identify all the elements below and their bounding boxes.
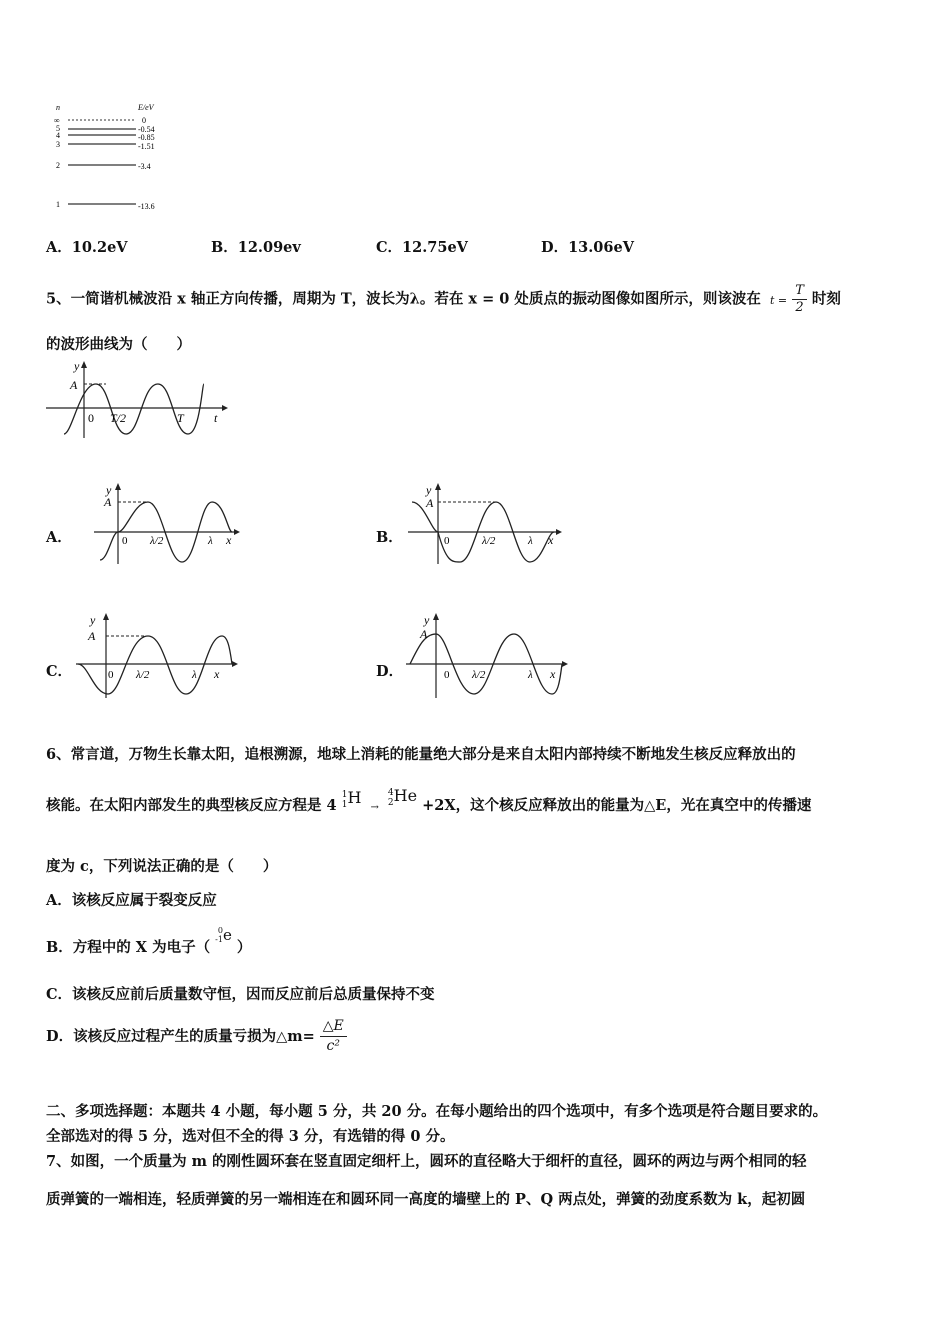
e-mass-number: 0 <box>217 926 223 935</box>
vib-half-period-label: T/2 <box>110 411 127 425</box>
level-5-e: -0.54 <box>138 125 155 134</box>
q5-time-fraction <box>792 283 807 316</box>
level-2-e: -3.4 <box>138 162 151 171</box>
wave-option-c[interactable] <box>74 610 244 700</box>
wave-d-half: λ/2 <box>472 669 486 681</box>
wave-b-zero: 0 <box>444 535 450 547</box>
n-axis-label: n <box>56 103 60 112</box>
wave-b-y: y <box>426 483 432 497</box>
q6-optb-a: B．方程中的 X 为电子（ <box>46 939 211 956</box>
vib-y-label: y <box>74 359 80 373</box>
reaction-arrow: → <box>370 802 379 813</box>
q4-option-a[interactable]: A．10.2eV <box>46 239 128 256</box>
q6-optd-a: D．该核反应过程产生的质量亏损为△m= <box>46 1028 315 1045</box>
wave-b-amp: A <box>426 496 434 510</box>
helium-nuclide <box>387 786 418 808</box>
wave-a-half: λ/2 <box>150 535 164 547</box>
q5-option-a-label[interactable]: A． <box>46 529 72 546</box>
q7-line2: 质弹簧的一端相连，轻质弹簧的另一端相连在和圆环同一高度的墙壁上的 P、Q 两点处，弹簧的劲度系数为 k，起初圆 <box>46 1191 806 1208</box>
h-atomic-number: 1 <box>341 800 348 810</box>
q5-question-line1 <box>46 283 841 316</box>
wave-d-amp: A <box>420 627 428 641</box>
level-inf <box>54 116 146 125</box>
wave-d-x: x <box>550 667 556 681</box>
q5-option-d-label[interactable]: D． <box>376 663 404 680</box>
hydrogen-nuclide <box>341 788 362 810</box>
q6-option-a[interactable]: A．该核反应属于裂变反应 <box>46 892 217 909</box>
q5-frac-den: 2 <box>795 300 804 315</box>
wave-a-y: y <box>106 483 112 497</box>
q6-line2-b: +2X，这个核反应释放出的能量为△E，光在真空中的传播速 <box>422 797 812 814</box>
wave-c-amp: A <box>88 629 96 643</box>
q6-line1: 6、常言道，万物生长靠太阳，追根溯源，地球上消耗的能量绝大部分是来自太阳内部持续不断地发生核反应释放出的 <box>46 746 796 763</box>
h-mass-number: 1 <box>341 790 348 800</box>
vib-amplitude-label: A <box>70 378 78 392</box>
q6-line2 <box>46 786 812 815</box>
q4-option-c[interactable]: C．12.75eV <box>376 239 468 256</box>
wave-c-x: x <box>214 667 220 681</box>
level-2-n: 2 <box>56 161 60 170</box>
level-1 <box>56 200 155 211</box>
level-5-n: 5 <box>56 124 60 133</box>
level-inf-e: 0 <box>142 116 146 125</box>
level-1-n: 1 <box>56 200 60 209</box>
q4-option-d[interactable]: D．13.06eV <box>541 239 634 256</box>
wave-a-x: x <box>226 533 232 547</box>
level-4-e: -0.85 <box>138 133 155 142</box>
wave-c-half: λ/2 <box>136 669 150 681</box>
he-mass-number: 4 <box>387 788 394 798</box>
q5-option-b-label[interactable]: B． <box>376 529 403 546</box>
wave-c-y: y <box>90 613 96 627</box>
q6-option-d[interactable] <box>46 1016 347 1055</box>
level-3 <box>56 140 155 151</box>
wave-option-b[interactable] <box>406 480 566 566</box>
e-symbol: e <box>222 926 232 944</box>
q5-question-line2: 的波形曲线为（ ） <box>46 336 191 353</box>
level-3-e: -1.51 <box>138 142 155 151</box>
energy-level-diagram <box>50 98 180 216</box>
mass-defect-fraction <box>320 1016 347 1055</box>
wave-a-amp: A <box>104 495 112 509</box>
he-atomic-number: 2 <box>387 798 394 808</box>
vib-origin-label: 0 <box>88 411 94 425</box>
he-symbol: He <box>393 786 418 805</box>
wave-b-x: x <box>548 533 554 547</box>
q5-line1-end: 时刻 <box>811 290 841 308</box>
section2-heading-line1: 二、多项选择题：本题共 4 小题，每小题 5 分，共 20 分。在每小题给出的四个选项中，有多个选项是符合题目要求的。 <box>46 1103 828 1120</box>
mass-defect-den: c² <box>326 1038 340 1054</box>
q5-frac-num: T <box>792 283 807 300</box>
level-4 <box>56 131 155 142</box>
wave-b-half: λ/2 <box>482 535 496 547</box>
electron-symbol <box>215 926 232 944</box>
q6-optb-b: ） <box>236 939 252 956</box>
q5-t-equals: t = <box>769 293 788 307</box>
wave-b-full: λ <box>528 535 533 547</box>
wave-d-full: λ <box>528 669 533 681</box>
wave-c-zero: 0 <box>108 669 114 681</box>
wave-c-full: λ <box>192 669 197 681</box>
wave-d-y: y <box>424 613 430 627</box>
q6-option-c[interactable]: C．该核反应前后质量数守恒，因而反应前后总质量保持不变 <box>46 986 435 1003</box>
vibration-graph <box>44 358 234 440</box>
wave-a-zero: 0 <box>122 535 128 547</box>
h-symbol: H <box>347 788 362 807</box>
level-1-e: -13.6 <box>138 202 155 211</box>
q5-line1-text: 5、一简谐机械波沿 x 轴正方向传播，周期为 T，波长为λ。若在 x = 0 处质点的振动图像如图所示，则该波在 <box>46 290 761 308</box>
section2-heading-line2: 全部选对的得 5 分，选对但不全的得 3 分，有选错的得 0 分。 <box>46 1128 455 1145</box>
level-inf-n: ∞ <box>54 116 60 125</box>
mass-defect-num: △E <box>320 1016 347 1037</box>
q7-line1: 7、如图，一个质量为 m 的刚性圆环套在竖直固定细杆上，圆环的直径略大于细杆的直径，圆环的两边与两个相同的轻 <box>46 1153 807 1170</box>
e-charge-number: -1 <box>215 935 223 944</box>
vib-period-label: T <box>177 411 184 425</box>
q6-line3: 度为 c，下列说法正确的是（ ） <box>46 858 278 875</box>
q6-option-b[interactable] <box>46 926 252 957</box>
vib-t-axis-label: t <box>214 411 218 425</box>
level-3-n: 3 <box>56 140 60 149</box>
energy-axis-label: E/eV <box>138 103 154 112</box>
wave-option-a[interactable] <box>92 480 242 566</box>
wave-a-full: λ <box>208 535 213 547</box>
q6-line2-a: 核能。在太阳内部发生的典型核反应方程是 4 <box>46 797 337 814</box>
wave-d-zero: 0 <box>444 669 450 681</box>
level-2 <box>56 161 151 171</box>
q4-option-b[interactable]: B．12.09ev <box>211 239 301 256</box>
q5-option-c-label[interactable]: C． <box>46 663 73 680</box>
wave-option-d[interactable] <box>404 610 574 700</box>
level-4-n: 4 <box>56 131 60 140</box>
